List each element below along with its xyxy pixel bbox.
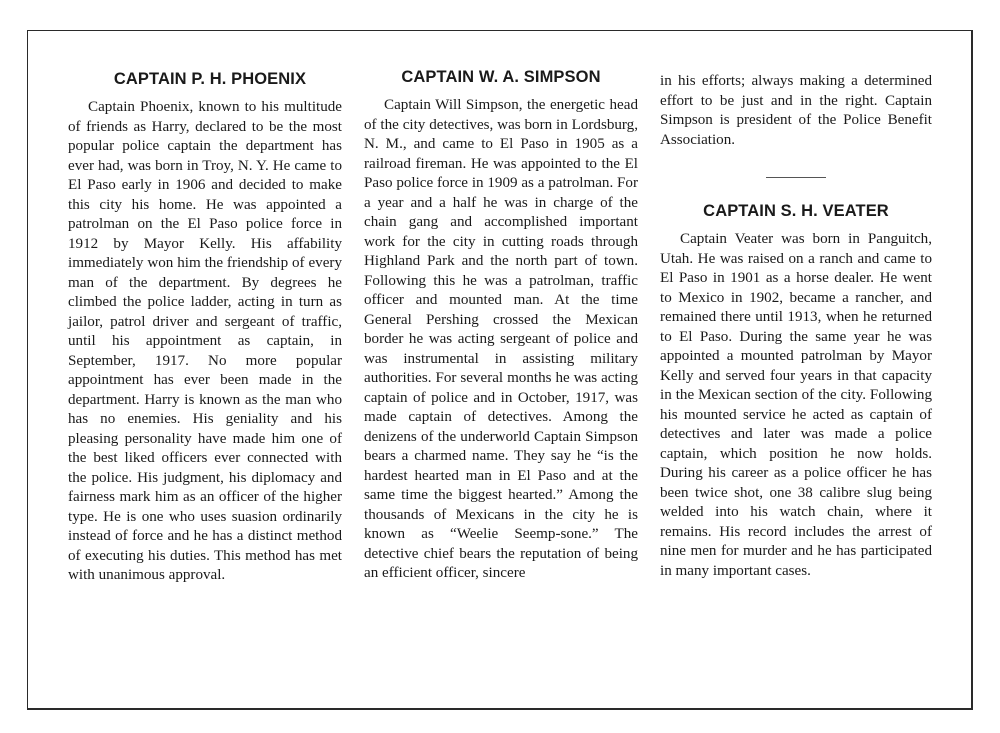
column-middle (364, 68, 638, 584)
article-body-phoenix: Captain Phoenix, known to his multitude of friends as Harry, declared to be the most popular police captain the department has ever had, was born in Troy, N. Y. He came to El Paso early in 1906 and decided to make this city his home. He was appointed a patrolman on the El Paso police force in 1912 by Mayor Kelly. His affability immediately won him the friendship of every man of the department. By degrees he climbed the police ladder, acting in turn as jailor, patrol driver and sergeant of traffic, until his appointment as captain, in September, 1917. No more popular appointment has ever been made in the department. Harry is known as the man who has no enemies. His geniality and his pleasing personality have made him one of the best liked officers ever connected with the police. His judgment, his diplomacy and fairness mark him as an officer of the higher type. He is one who uses suasion ordinarily instead of force and he has a distinct method of executing his duties. This method has met with unanimous approval. (68, 99, 342, 583)
column-right (660, 72, 932, 581)
article-title-veater: CAPTAIN S. H. VEATER (703, 202, 889, 220)
section-divider (766, 177, 826, 178)
article-body-simpson-continued: in his efforts; always making a determined effort to be just and in the right. Captain Simpson is president of the Police Benefit Association. (660, 73, 932, 148)
article-title-simpson: CAPTAIN W. A. SIMPSON (401, 68, 601, 86)
article-body-simpson: Captain Will Simpson, the energetic head of the city detectives, was born in Lordsburg, N. M., and came to El Paso in 1905 as a railroad fireman. He was appointed to the El Paso police force in 1909 as a patrolman. For a year and a half he was in charge of the chain gang and accomplished important work for the city in cutting roads through Highland Park and the north part of town. Following this he was a patrolman, traffic officer and mounted man. At the time General Pershing crossed the Mexican border he was acting sergeant of police and was instrumental in assisting military authorities. For several months he was acting captain of police and in October, 1917, was made captain of detectives. Among the denizens of the underworld Captain Simpson bears a charmed name. They say he “is the hardest hearted man in El Paso and at the same time the biggest hearted.” Among the thousands of Mexicans in the city he is known as “Weelie Seemp-sone.” The detective chief bears the reputation of being an efficient officer, sincere (364, 97, 638, 581)
article-title-phoenix: CAPTAIN P. H. PHOENIX (113, 70, 307, 88)
column-left (68, 70, 342, 586)
article-body-veater: Captain Veater was born in Panguitch, Utah. He was raised on a ranch and came to El Paso in 1901 as a horse dealer. He went to Mexico in 1902, became a rancher, and remained there until 1913, when he returned to El Paso. During the same year he was appointed a mounted patrolman by Mayor Kelly and served four years in that capacity in the Mexican section of the city. Following his mounted service he acted as captain of detectives and later was made a police captain, which position he now holds. During his career as a police officer he has been twice shot, one 38 calibre slug being welded into his watch chain, where it remains. His record includes the arrest of nine men for murder and he has participated in many important cases. (660, 231, 932, 579)
